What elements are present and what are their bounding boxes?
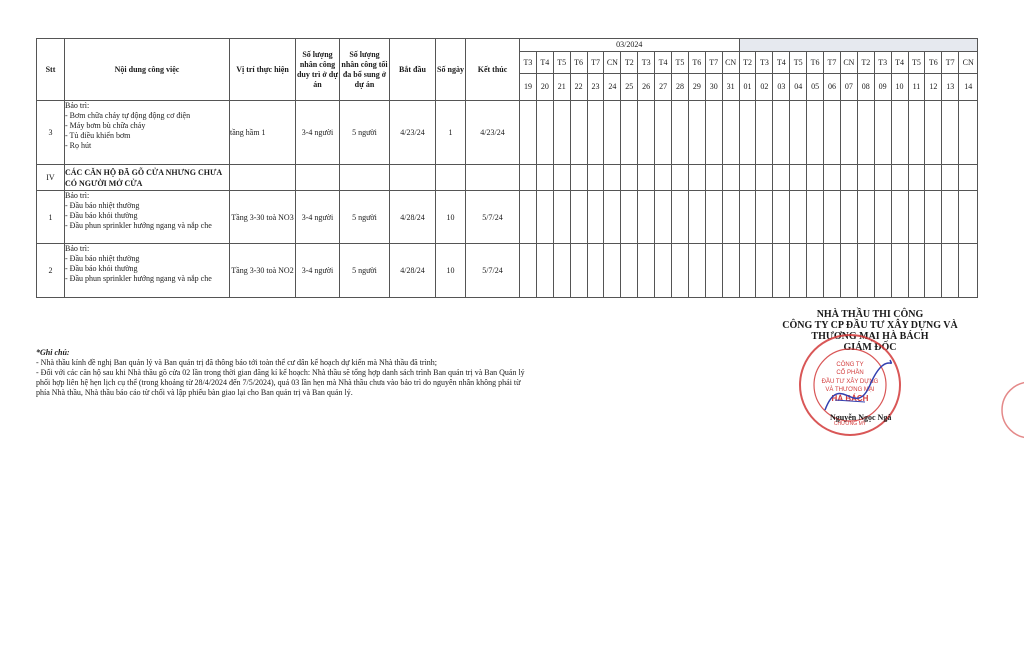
day-cell bbox=[638, 244, 655, 298]
task-days: 1 bbox=[436, 101, 466, 165]
task-line: - Đầu báo nhiệt thường bbox=[65, 201, 140, 210]
task-line: - Đầu báo nhiệt thường bbox=[65, 254, 140, 263]
date-cell: 20 bbox=[536, 74, 553, 101]
weekday-cell: T4 bbox=[891, 52, 908, 74]
task-description bbox=[65, 244, 230, 298]
day-cell bbox=[587, 101, 604, 165]
date-cell: 31 bbox=[722, 74, 739, 101]
company-stamp bbox=[795, 330, 905, 440]
date-cell: 04 bbox=[790, 74, 807, 101]
day-cell bbox=[756, 101, 773, 165]
day-cell bbox=[739, 101, 756, 165]
weekday-cell: T5 bbox=[672, 52, 689, 74]
weekday-cell: T3 bbox=[874, 52, 891, 74]
signature-company-line2: THƯƠNG MẠI HÀ BÁCH bbox=[811, 331, 929, 342]
day-cell bbox=[807, 165, 824, 191]
row-stt: IV bbox=[37, 165, 65, 191]
day-cell bbox=[942, 101, 959, 165]
day-cell bbox=[824, 244, 841, 298]
row-stt: 1 bbox=[37, 191, 65, 244]
date-cell: 01 bbox=[739, 74, 756, 101]
date-cell: 11 bbox=[908, 74, 925, 101]
header-location: Vị trí thực hiện bbox=[230, 39, 296, 101]
day-cell bbox=[773, 191, 790, 244]
header-row-month bbox=[37, 39, 978, 52]
task-end-date: 5/7/24 bbox=[466, 244, 520, 298]
day-cell bbox=[722, 191, 739, 244]
stamp-text-2: CỔ PHẦN bbox=[836, 370, 864, 376]
day-cell bbox=[705, 165, 722, 191]
day-cell bbox=[520, 101, 537, 165]
day-cell bbox=[756, 244, 773, 298]
day-cell bbox=[705, 191, 722, 244]
day-cell bbox=[536, 244, 553, 298]
day-cell bbox=[942, 191, 959, 244]
weekday-cell: T3 bbox=[520, 52, 537, 74]
weekday-cell: T7 bbox=[942, 52, 959, 74]
day-cell bbox=[773, 244, 790, 298]
day-cell bbox=[570, 165, 587, 191]
day-cell bbox=[553, 244, 570, 298]
empty-cell bbox=[230, 165, 296, 191]
date-cell: 23 bbox=[587, 74, 604, 101]
signature-contractor: NHÀ THẦU THI CÔNG bbox=[816, 309, 924, 320]
day-cell bbox=[520, 191, 537, 244]
stamp-text-3: ĐẦU TƯ XÂY DỰNG bbox=[821, 379, 879, 385]
header-month: 03/2024 bbox=[520, 39, 740, 52]
date-cell: 27 bbox=[655, 74, 672, 101]
day-cell bbox=[739, 191, 756, 244]
day-cell bbox=[790, 244, 807, 298]
day-cell bbox=[891, 191, 908, 244]
task-location: tầng hầm 1 bbox=[230, 101, 296, 165]
day-cell bbox=[638, 101, 655, 165]
day-cell bbox=[925, 101, 942, 165]
plan-body bbox=[37, 101, 978, 298]
task-location: Tầng 3-30 toà NO2 bbox=[230, 244, 296, 298]
day-cell bbox=[756, 191, 773, 244]
day-cell bbox=[773, 101, 790, 165]
day-cell bbox=[840, 191, 857, 244]
task-line: - Đầu báo khói thường bbox=[65, 211, 138, 220]
day-cell bbox=[672, 101, 689, 165]
date-cell: 28 bbox=[672, 74, 689, 101]
task-row bbox=[37, 191, 978, 244]
task-line: - Đầu phun sprinkler hướng ngang và nắp che bbox=[65, 221, 212, 230]
weekday-cell: T2 bbox=[739, 52, 756, 74]
task-line: Bảo trì: bbox=[65, 191, 90, 200]
weekday-cell: T5 bbox=[553, 52, 570, 74]
weekday-cell: T4 bbox=[773, 52, 790, 74]
day-cell bbox=[672, 165, 689, 191]
date-cell: 08 bbox=[857, 74, 874, 101]
task-workers: 3-4 người bbox=[296, 101, 340, 165]
day-cell bbox=[520, 244, 537, 298]
task-days: 10 bbox=[436, 244, 466, 298]
day-cell bbox=[790, 191, 807, 244]
weekday-cell: T3 bbox=[756, 52, 773, 74]
day-cell bbox=[925, 191, 942, 244]
stamp-text-6: CHƯƠNG MỸ bbox=[833, 421, 867, 427]
day-cell bbox=[672, 244, 689, 298]
day-cell bbox=[553, 165, 570, 191]
date-cell: 29 bbox=[688, 74, 705, 101]
day-cell bbox=[587, 244, 604, 298]
task-max-workers: 5 người bbox=[340, 191, 390, 244]
day-cell bbox=[824, 101, 841, 165]
weekday-cell: T2 bbox=[857, 52, 874, 74]
weekday-cell: T6 bbox=[570, 52, 587, 74]
weekday-cell: T6 bbox=[688, 52, 705, 74]
day-cell bbox=[688, 101, 705, 165]
day-cell bbox=[621, 101, 638, 165]
day-cell bbox=[688, 244, 705, 298]
day-cell bbox=[790, 101, 807, 165]
note-line: - Đối với các căn hộ sau khi Nhà thầu gõ cửa 02 lần trong thời gian đăng kí kế hoạch: Nhà thầu sẽ tổng hợp danh sách trình Ban quản trị và Ban Quản lý phối hợp liên hệ hẹn lịch cụ thể (trong khoảng từ 28/4/2024 đến 7/5/2024), quá 03 lần hẹn mà Nhà thầu chưa vào bảo trì do nguyên nhân không phải từ phía Nhà thầu, Nhà thầu báo cáo từ chối và lập phiếu bàn giao lại cho Ban quản trị và Ban quản lý. bbox=[36, 368, 525, 397]
day-cell bbox=[722, 244, 739, 298]
date-cell: 03 bbox=[773, 74, 790, 101]
signature-title: GIÁM ĐỐC bbox=[843, 342, 897, 353]
day-cell bbox=[840, 244, 857, 298]
day-cell bbox=[570, 191, 587, 244]
weekday-cell: T6 bbox=[807, 52, 824, 74]
empty-cell bbox=[436, 165, 466, 191]
day-cell bbox=[959, 165, 978, 191]
date-cell: 13 bbox=[942, 74, 959, 101]
note-line: - Nhà thầu kính đề nghị Ban quản lý và Ban quản trị đã thông báo tới toàn thể cư dân kế hoạch dự kiến mà Nhà thầu đã trình; bbox=[36, 358, 438, 367]
task-location: Tầng 3-30 toà NO3 bbox=[230, 191, 296, 244]
weekday-cell: T4 bbox=[536, 52, 553, 74]
day-cell bbox=[722, 101, 739, 165]
task-line: - Tủ điều khiển bơm bbox=[65, 131, 131, 140]
weekday-cell: CN bbox=[840, 52, 857, 74]
day-cell bbox=[925, 244, 942, 298]
day-cell bbox=[908, 244, 925, 298]
day-cell bbox=[705, 244, 722, 298]
day-cell bbox=[824, 165, 841, 191]
task-row bbox=[37, 244, 978, 298]
date-cell: 02 bbox=[756, 74, 773, 101]
task-line: - Đầu phun sprinkler hướng ngang và nắp che bbox=[65, 274, 212, 283]
weekday-cell: T5 bbox=[908, 52, 925, 74]
day-cell bbox=[688, 191, 705, 244]
day-cell bbox=[604, 165, 621, 191]
task-max-workers: 5 người bbox=[340, 244, 390, 298]
day-cell bbox=[840, 165, 857, 191]
day-cell bbox=[874, 101, 891, 165]
day-cell bbox=[857, 244, 874, 298]
row-stt: 2 bbox=[37, 244, 65, 298]
maintenance-plan-table bbox=[36, 38, 978, 298]
day-cell bbox=[604, 244, 621, 298]
weekday-cell: CN bbox=[722, 52, 739, 74]
day-cell bbox=[621, 244, 638, 298]
stamp-text-1: CÔNG TY bbox=[836, 362, 864, 368]
date-cell: 14 bbox=[959, 74, 978, 101]
task-line: Bảo trì: bbox=[65, 244, 90, 253]
section-row bbox=[37, 165, 978, 191]
day-cell bbox=[536, 191, 553, 244]
header-end: Kết thúc bbox=[466, 39, 520, 101]
day-cell bbox=[908, 101, 925, 165]
day-cell bbox=[536, 101, 553, 165]
day-cell bbox=[959, 244, 978, 298]
day-cell bbox=[891, 244, 908, 298]
date-cell: 09 bbox=[874, 74, 891, 101]
day-cell bbox=[807, 191, 824, 244]
day-cell bbox=[655, 191, 672, 244]
day-cell bbox=[655, 165, 672, 191]
task-description bbox=[65, 191, 230, 244]
day-cell bbox=[857, 101, 874, 165]
task-start-date: 4/28/24 bbox=[390, 244, 436, 298]
date-cell: 21 bbox=[553, 74, 570, 101]
stamp-text-4: VÀ THƯƠNG MẠI bbox=[825, 387, 875, 393]
header-stt: Stt bbox=[37, 39, 65, 101]
day-cell bbox=[756, 165, 773, 191]
day-cell bbox=[688, 165, 705, 191]
signature-company-line1: CÔNG TY CP ĐẦU TƯ XÂY DỰNG VÀ bbox=[782, 320, 958, 331]
task-workers: 3-4 người bbox=[296, 244, 340, 298]
day-cell bbox=[925, 165, 942, 191]
day-cell bbox=[587, 165, 604, 191]
day-cell bbox=[536, 165, 553, 191]
day-cell bbox=[638, 165, 655, 191]
day-cell bbox=[908, 165, 925, 191]
date-cell: 05 bbox=[807, 74, 824, 101]
empty-cell bbox=[340, 165, 390, 191]
date-cell: 30 bbox=[705, 74, 722, 101]
day-cell bbox=[553, 101, 570, 165]
day-cell bbox=[638, 191, 655, 244]
day-cell bbox=[891, 101, 908, 165]
day-cell bbox=[553, 191, 570, 244]
task-max-workers: 5 người bbox=[340, 101, 390, 165]
task-row bbox=[37, 101, 978, 165]
task-workers: 3-4 người bbox=[296, 191, 340, 244]
day-cell bbox=[891, 165, 908, 191]
task-line: - Máy bơm bù chữa cháy bbox=[65, 121, 146, 130]
day-cell bbox=[739, 165, 756, 191]
header-start: Bắt đầu bbox=[390, 39, 436, 101]
day-cell bbox=[655, 101, 672, 165]
date-cell: 10 bbox=[891, 74, 908, 101]
row-stt: 3 bbox=[37, 101, 65, 165]
day-cell bbox=[672, 191, 689, 244]
date-cell: 25 bbox=[621, 74, 638, 101]
empty-cell bbox=[296, 165, 340, 191]
day-cell bbox=[824, 191, 841, 244]
header-month-blank bbox=[739, 39, 978, 52]
day-cell bbox=[621, 165, 638, 191]
weekday-cell: T2 bbox=[621, 52, 638, 74]
day-cell bbox=[790, 165, 807, 191]
day-cell bbox=[959, 101, 978, 165]
date-cell: 26 bbox=[638, 74, 655, 101]
day-cell bbox=[655, 244, 672, 298]
day-cell bbox=[587, 191, 604, 244]
header-days: Số ngày bbox=[436, 39, 466, 101]
notes-block bbox=[36, 348, 526, 398]
day-cell bbox=[621, 191, 638, 244]
weekday-cell: T7 bbox=[587, 52, 604, 74]
day-cell bbox=[604, 191, 621, 244]
day-cell bbox=[857, 191, 874, 244]
date-cell: 06 bbox=[824, 74, 841, 101]
task-end-date: 5/7/24 bbox=[466, 191, 520, 244]
task-end-date: 4/23/24 bbox=[466, 101, 520, 165]
date-cell: 24 bbox=[604, 74, 621, 101]
task-line: - Đầu báo khói thường bbox=[65, 264, 138, 273]
empty-cell bbox=[390, 165, 436, 191]
day-cell bbox=[942, 244, 959, 298]
weekday-cell: T3 bbox=[638, 52, 655, 74]
date-cell: 07 bbox=[840, 74, 857, 101]
empty-cell bbox=[466, 165, 520, 191]
header-content: Nội dung công việc bbox=[65, 39, 230, 101]
weekday-cell: T5 bbox=[790, 52, 807, 74]
day-cell bbox=[570, 244, 587, 298]
day-cell bbox=[874, 165, 891, 191]
task-description bbox=[65, 101, 230, 165]
task-days: 10 bbox=[436, 191, 466, 244]
weekday-cell: CN bbox=[959, 52, 978, 74]
task-line: Bảo trì: bbox=[65, 101, 90, 110]
day-cell bbox=[874, 191, 891, 244]
task-line: - Rọ hút bbox=[65, 141, 92, 150]
notes-title: *Ghi chú: bbox=[36, 348, 70, 357]
day-cell bbox=[959, 191, 978, 244]
weekday-cell: T6 bbox=[925, 52, 942, 74]
weekday-cell: T7 bbox=[824, 52, 841, 74]
day-cell bbox=[857, 165, 874, 191]
stamp-text-5: HÀ BÁCH bbox=[831, 394, 869, 403]
day-cell bbox=[739, 244, 756, 298]
weekday-cell: T7 bbox=[705, 52, 722, 74]
day-cell bbox=[604, 101, 621, 165]
header-workers: Số lượng nhân công duy trì ở dự án bbox=[296, 39, 340, 101]
date-cell: 19 bbox=[520, 74, 537, 101]
day-cell bbox=[908, 191, 925, 244]
date-cell: 12 bbox=[925, 74, 942, 101]
day-cell bbox=[807, 101, 824, 165]
date-cell: 22 bbox=[570, 74, 587, 101]
weekday-cell: CN bbox=[604, 52, 621, 74]
day-cell bbox=[570, 101, 587, 165]
task-line: - Bơm chữa cháy tự động động cơ điện bbox=[65, 111, 191, 120]
day-cell bbox=[705, 101, 722, 165]
empty-cell bbox=[520, 165, 537, 191]
weekday-cell: T4 bbox=[655, 52, 672, 74]
next-page-stamp-edge bbox=[990, 380, 1024, 440]
day-cell bbox=[722, 165, 739, 191]
task-start-date: 4/23/24 bbox=[390, 101, 436, 165]
task-start-date: 4/28/24 bbox=[390, 191, 436, 244]
header-max-workers: Số lượng nhân công tối đa bổ sung ở dự án bbox=[340, 39, 390, 101]
day-cell bbox=[807, 244, 824, 298]
day-cell bbox=[773, 165, 790, 191]
section-title: CÁC CĂN HỘ ĐÃ GÕ CỬA NHƯNG CHƯA CÓ NGƯỜI MỞ CỬA bbox=[65, 165, 230, 191]
signatory-name: Nguyễn Ngọc Ngà bbox=[830, 413, 892, 422]
day-cell bbox=[942, 165, 959, 191]
day-cell bbox=[874, 244, 891, 298]
day-cell bbox=[840, 101, 857, 165]
